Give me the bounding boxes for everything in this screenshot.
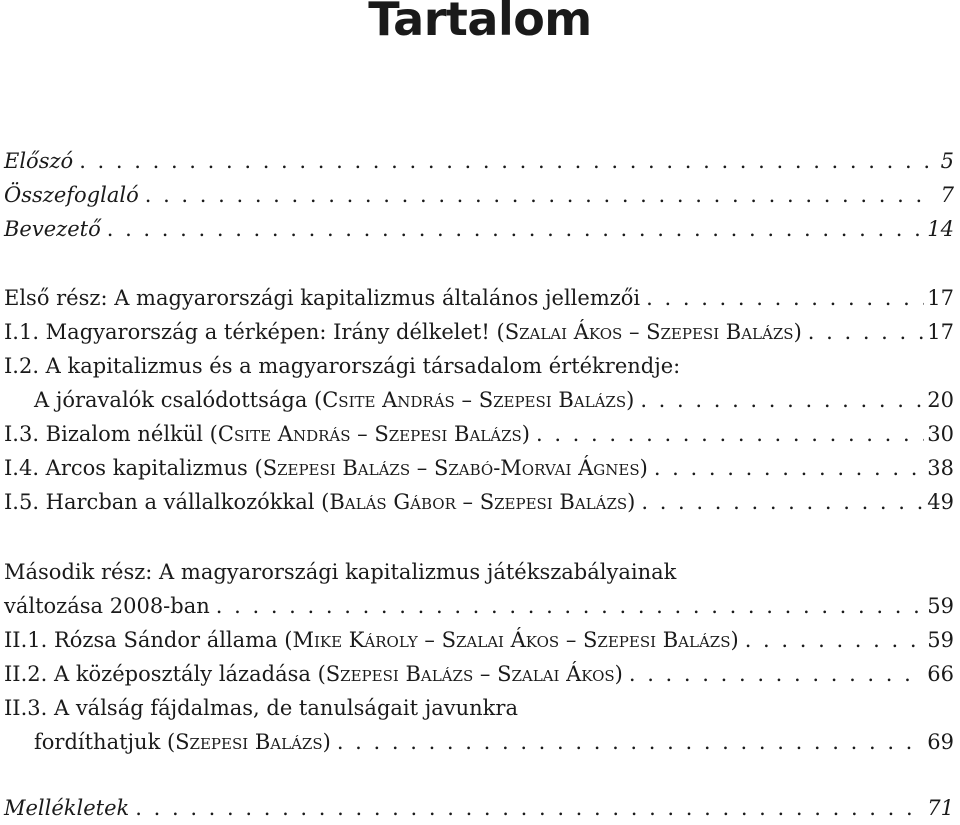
toc-entry-ii-2[interactable] [4,657,954,691]
toc-entry-label: I.3. Bizalom nélkül (Csite András – Szepesi Balázs) [4,422,530,446]
dot-leader [640,383,924,417]
dot-leader [145,178,929,212]
toc-entry-label: Mellékletek [4,796,130,820]
toc-entry-label: Összefoglaló [4,183,139,207]
toc-entry-part-one[interactable] [4,281,954,315]
toc-page-number: 59 [927,628,954,652]
toc-page-number: 49 [927,490,954,514]
toc-entry-authors: Szalai Ákos – Szepesi Balázs [504,320,794,344]
toc-entry-i-5[interactable] [4,485,954,519]
dot-leader [745,623,925,657]
toc-entry-label: II.1. Rózsa Sándor állama (Mike Károly – Szalai Ákos – Szepesi Balázs) [4,628,739,652]
toc-page-number: 69 [927,730,954,754]
toc-entry-i-4[interactable] [4,451,954,485]
dot-leader [646,281,924,315]
toc-entry-authors: Csite András – Szepesi Balázs [217,422,522,446]
toc-entry-label: I.5. Harcban a vállalkozókkal (Balás Gábor – Szepesi Balázs) [4,490,636,514]
toc-entry-authors: Szepesi Balázs [175,730,323,754]
toc-entry-ii-1[interactable] [4,623,954,657]
dot-leader [216,589,925,623]
toc-entry-label: I.4. Arcos kapitalizmus (Szepesi Balázs – Szabó-Morvai Ágnes) [4,456,648,480]
toc-entry-label: I.2. A kapitalizmus és a magyarországi társadalom értékrendje: [4,354,681,378]
toc-entry-authors: Szepesi Balázs – Szabó-Morvai Ágnes [262,456,640,480]
toc-entry-authors: Mike Károly – Szalai Ákos – Szepesi Balázs [292,628,731,652]
dot-leader [107,212,925,246]
toc-entry-eloszo[interactable] [4,144,954,178]
toc-entry-label: Előszó [4,149,74,173]
toc-entry-label: II.2. A középosztály lázadása (Szepesi Balázs – Szalai Ákos) [4,662,623,686]
toc-entry-authors: Szepesi Balázs – Szalai Ákos [325,662,615,686]
dot-leader [79,144,929,178]
toc-page-number: 5 [940,149,954,173]
dot-leader [135,791,924,825]
toc-page-number: 66 [927,662,954,686]
dot-leader [654,451,924,485]
page-title: Tartalom [368,0,592,46]
toc-page-number: 38 [927,456,954,480]
dot-leader [337,725,924,759]
toc-entry-label: fordíthatjuk (Szepesi Balázs) [34,730,331,754]
toc-page-number: 14 [927,217,954,241]
toc-entry-label: Bevezető [4,217,101,241]
toc-entry-part-two-line-1[interactable] [4,555,954,589]
toc-page-number: 59 [927,594,954,618]
toc-entry-authors: Csite András – Szepesi Balázs [322,388,627,412]
toc-entry-label: A jóravalók csalódottsága (Csite András – Szepesi Balázs) [34,388,635,412]
toc-page-number: 20 [927,388,954,412]
toc-entry-ii-3-line-1[interactable] [4,691,954,725]
toc-entry-i-3[interactable] [4,417,954,451]
toc-page-number: 30 [927,422,954,446]
toc-entry-bevezeto[interactable] [4,212,954,246]
toc-entry-authors: Balás Gábor – Szepesi Balázs [329,490,628,514]
toc-entry-label: II.3. A válság fájdalmas, de tanulságait javunkra [4,696,518,720]
toc-entry-part-two-line-2[interactable] [4,589,954,623]
toc-entry-label: I.1. Magyarország a térképen: Irány délkelet! (Szalai Ákos – Szepesi Balázs) [4,320,802,344]
toc-entry-label: Második rész: A magyarországi kapitalizmus játékszabályainak [4,560,677,584]
toc-entry-osszefoglalo[interactable] [4,178,954,212]
toc-entry-i-1[interactable] [4,315,954,349]
dot-leader [808,315,925,349]
toc-page-number: 7 [940,183,954,207]
toc-entry-label: Első rész: A magyarországi kapitalizmus általános jellemzői [4,286,641,310]
toc-entry-mellekletek[interactable] [4,791,954,825]
toc-entry-ii-3-line-2[interactable] [34,725,954,759]
dot-leader [536,417,924,451]
toc-entry-i-2-line-2[interactable] [34,383,954,417]
toc-page-number: 17 [927,320,954,344]
toc-page-number: 71 [927,796,954,820]
dot-leader [629,657,924,691]
toc-entry-i-2-line-1[interactable] [4,349,954,383]
dot-leader [641,485,924,519]
toc-entry-label: változása 2008-ban [4,594,210,618]
toc-page-number: 17 [927,286,954,310]
